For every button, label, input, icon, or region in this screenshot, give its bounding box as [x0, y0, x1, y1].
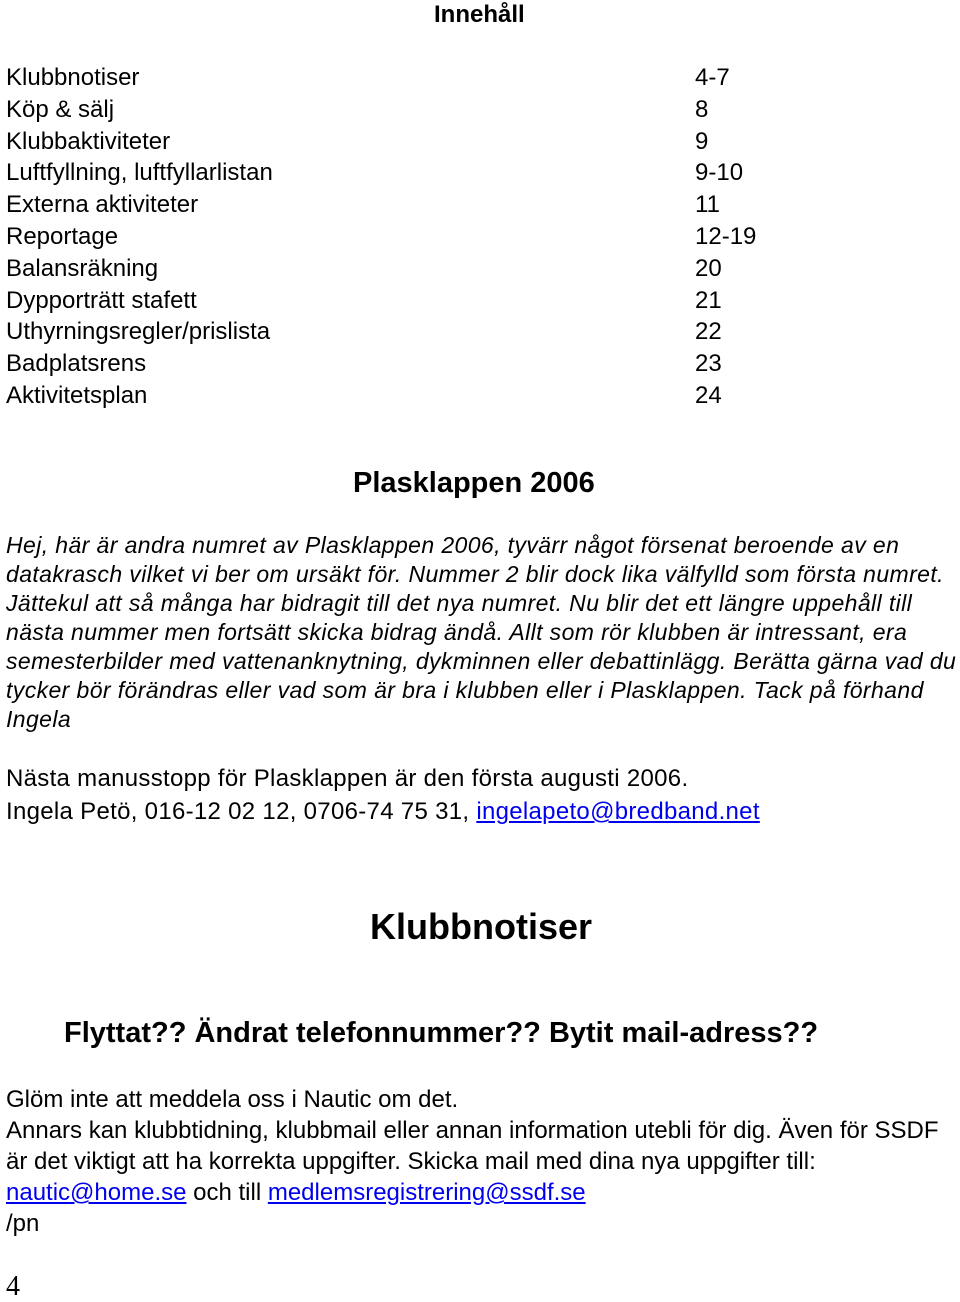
toc-page: 23: [695, 350, 722, 378]
klubbnotiser-heading: Klubbnotiser: [370, 906, 592, 947]
notice-line: Glöm inte att meddela oss i Nautic om det.: [6, 1086, 459, 1113]
toc-page: 9: [695, 127, 709, 155]
contact-email-link[interactable]: ingelapeto@bredband.net: [476, 798, 760, 825]
toc-row: [6, 157, 766, 189]
toc-label: Reportage: [6, 222, 119, 250]
toc-row: [6, 348, 766, 380]
notice-subheading: Flyttat?? Ändrat telefonnummer?? Bytit mail-adress??: [64, 1017, 819, 1049]
toc-page: 21: [695, 286, 722, 314]
nautic-email-link[interactable]: nautic@home.se: [6, 1179, 187, 1206]
toc-page: 24: [695, 381, 722, 409]
notice-body: [6, 1084, 960, 1239]
contact-text: Ingela Petö, 016-12 02 12, 0706-74 75 31,: [6, 798, 477, 825]
toc-label: Köp & sälj: [6, 95, 115, 123]
toc-row: [6, 126, 766, 158]
toc-row: [6, 62, 766, 94]
notice-line: Annars kan klubbtidning, klubbmail eller annan information utebli för dig. Även för SSDF är det viktigt att ha korrekta uppgifter. Skicka mail med dina nya uppgifter till:: [6, 1117, 939, 1175]
toc-label: Aktivitetsplan: [6, 381, 148, 409]
toc-label: Luftfyllning, luftfyllarlistan: [6, 159, 273, 187]
toc-list: [6, 62, 766, 412]
intro-paragraph: Hej, här är andra numret av Plasklappen 2006, tyvärr något försenat beroende av en datakrasch vilket vi ber om ursäkt för. Nummer 2 blir dock lika välfylld som första numret. Jättekul att så många har bidragit till det nya numret. Nu blir det ett längre uppehåll till nästa nummer men fortsätt skicka bidrag ändå. Allt som rör klubben är intressant, era semesterbilder med vattenanknytning, dykminnen eller debattinlägg. Berätta gärna vad du tycker bör förändras eller vad som är bra i klubben eller i Plasklappen. Tack på förhand Ingela: [6, 532, 957, 732]
page-number: 4: [6, 1271, 20, 1302]
notice-between: och till: [186, 1179, 268, 1206]
toc-page: 11: [695, 191, 720, 219]
toc-label: Klubbnotiser: [6, 64, 140, 91]
notice-emails: [6, 1177, 960, 1208]
toc-title: Innehåll: [434, 1, 525, 28]
toc-label: Uthyrningsregler/prislista: [6, 318, 271, 346]
toc-row: [6, 221, 766, 253]
deadline-text: Nästa manusstopp för Plasklappen är den första augusti 2006.: [6, 765, 689, 792]
ssdf-email-link[interactable]: medlemsregistrering@ssdf.se: [267, 1179, 586, 1206]
toc-label: Externa aktiviteter: [6, 191, 199, 219]
toc-label: Balansräkning: [6, 254, 159, 282]
toc-page: 12-19: [695, 222, 757, 250]
toc-row: [6, 253, 766, 285]
plasklappen-heading: Plasklappen 2006: [353, 467, 595, 499]
toc-page: 4-7: [695, 64, 730, 91]
toc-page: 8: [695, 95, 709, 123]
toc-label: Badplatsrens: [6, 350, 147, 378]
toc-page: 9-10: [695, 159, 744, 187]
toc-page: 22: [695, 318, 722, 346]
toc-row: [6, 380, 766, 412]
toc-row: [6, 285, 766, 317]
toc-page: 20: [695, 254, 722, 282]
toc-label: Klubbaktiviteter: [6, 127, 171, 155]
signature: /pn: [6, 1210, 40, 1237]
toc-row: [6, 94, 766, 126]
toc-row: [6, 316, 766, 348]
toc-row: [6, 189, 766, 221]
toc-label: Dypporträtt stafett: [6, 286, 197, 314]
contact-line: [6, 797, 760, 827]
